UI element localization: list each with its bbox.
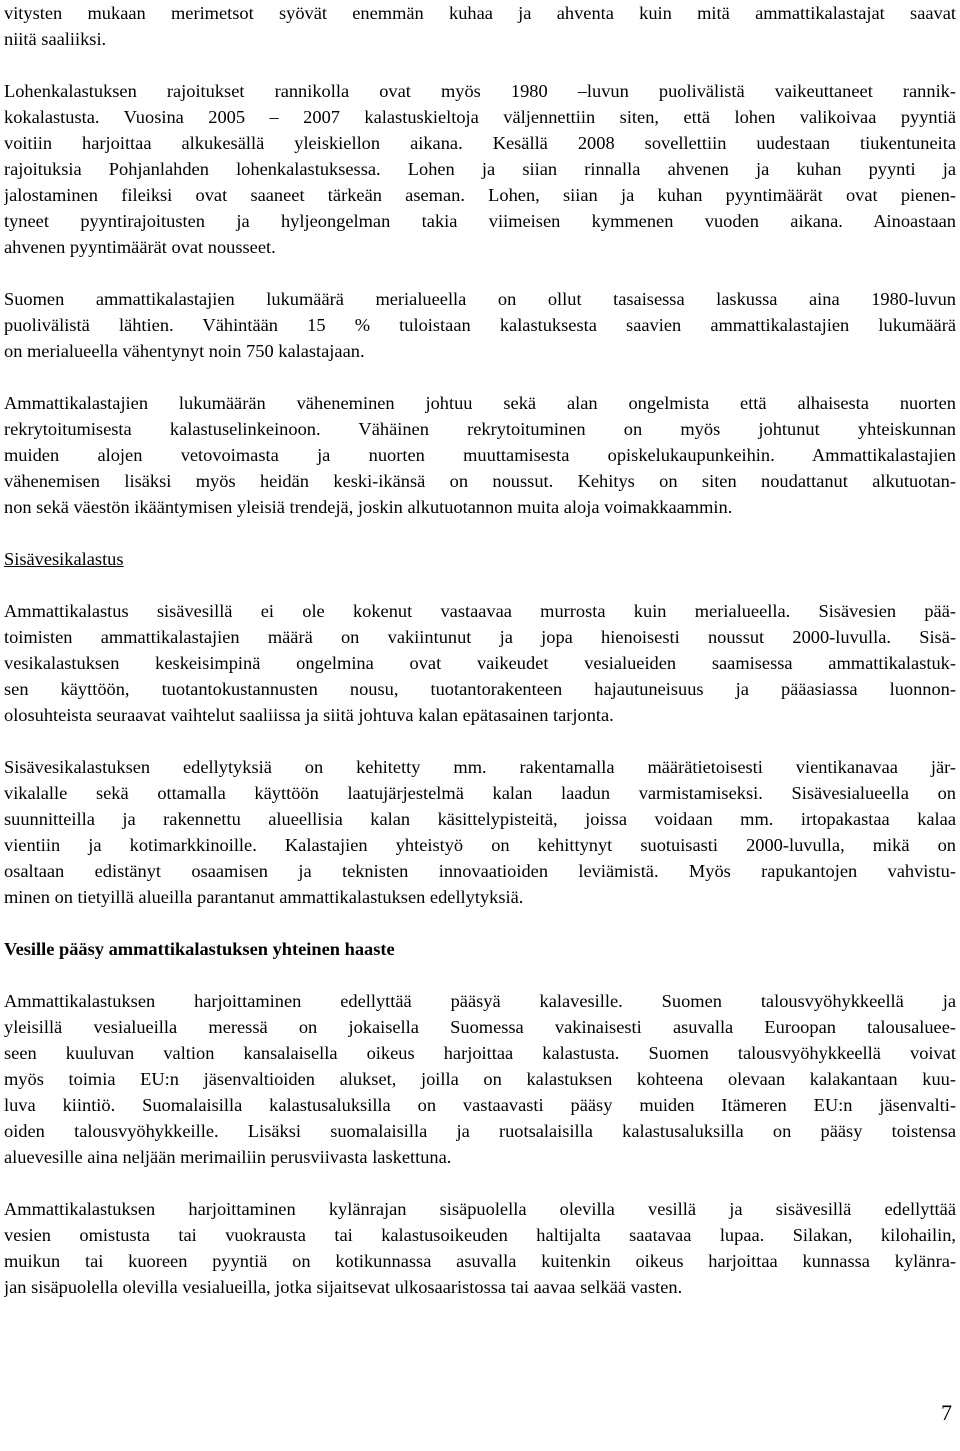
text-line: on merialueella vähentynyt noin 750 kalastajaan. [4,341,365,361]
text-line: minen on tietyillä alueilla parantanut ammattikalastuksen edellytyksiä. [4,887,524,907]
paragraph [4,78,956,260]
text-line: vähenemisen lisäksi myös heidän keski-ikänsä on noussut. Kehitys on siten noudattanut alkutuotan- [4,471,956,491]
text-line: suunnitteilla ja rakennettu alueellisia kalan käsittelypisteitä, joissa voidaan mm. irtopakastaa kalaa [4,809,956,829]
text-line: niitä saaliiksi. [4,29,107,49]
text-line: voitiin harjoittaa alkukesällä yleiskiellon aikana. Kesällä 2008 sovellettiin uudestaan tiukentuneita [4,133,956,153]
text-line: Ammattikalastus sisävesillä ei ole kokenut vastaavaa murrosta kuin merialueella. Sisävesien pää- [4,601,956,621]
text-line: muiden alojen vetovoimasta ja nuorten muuttamisesta opiskelukaupunkeihin. Ammattikalastajien [4,445,956,465]
text-line: rajoituksia Pohjanlahden lohenkalastuksessa. Lohen ja siian rinnalla ahvenen ja kuhan pyynti ja [4,159,956,179]
text-line: sen käyttöön, tuotantokustannusten nousu, tuotantorakenteen hajautuneisuus ja pääasiassa luonnon- [4,679,956,699]
text-line: yleisillä vesialueilla meressä on jokaisella Suomessa vakinaisesti asuvalla Euroopan talousaluee- [4,1017,956,1037]
text-line: Ammattikalastuksen harjoittaminen edellyttää pääsyä kalavesille. Suomen talousvyöhykkeellä ja [4,991,956,1011]
text-line: Ammattikalastuksen harjoittaminen kylänrajan sisäpuolella olevilla vesillä ja sisävesillä edellyttää [4,1199,956,1219]
paragraph [4,0,956,52]
text-line: tyneet pyyntirajoitusten ja hyljeongelman takia viimeisen kymmenen vuoden aikana. Ainoastaan [4,211,956,231]
text-line: vikalalle sekä ottamalla käyttöön laatujärjestelmä kalan laadun varmistamiseksi. Sisävesialueella on [4,783,956,803]
paragraph [4,286,956,364]
text-line: rekrytoitumisesta kalastuselinkeinoon. Vähäinen rekrytoituminen on myös johtunut yhteiskunnan [4,419,956,439]
paragraph [4,1196,956,1300]
text-line: olosuhteista seuraavat vaihtelut saaliissa ja siitä johtuva kalan epätasainen tarjonta. [4,705,614,725]
text-line: jalostaminen fileiksi ovat saaneet tärkeän aseman. Lohen, siian ja kuhan pyyntimäärät ovat pienen- [4,185,956,205]
text-line: vesien omistusta tai vuokrausta tai kalastusoikeuden haltijalta saatavaa lupaa. Silakan, kilohailin, [4,1225,956,1245]
paragraph [4,754,956,910]
text-line: vitysten mukaan merimetsot syövät enemmän kuhaa ja ahventa kuin mitä ammattikalastajat saavat [4,3,956,23]
text-line: Sisävesikalastuksen edellytyksiä on kehitetty mm. rakentamalla määrätietoisesti vientikanavaa jär- [4,757,956,777]
text-line: luva kiintiö. Suomalaisilla kalastusaluksilla on vastaavasti pääsy muiden Itämeren EU:n jäsenvalti- [4,1095,956,1115]
document-page [4,0,956,1300]
text-line: kokalastusta. Vuosina 2005 – 2007 kalastuskieltoja väljennettiin siten, että lohen valikoivaa pyyntiä [4,107,956,127]
text-line: Ammattikalastajien lukumäärän väheneminen johtuu sekä alan ongelmista että alhaisesta nuorten [4,393,956,413]
text-line: aluevesille aina neljään merimailiin perusviivasta laskettuna. [4,1147,452,1167]
text-line: toimisten ammattikalastajien määrä on vakiintunut ja jopa hienoisesti noussut 2000-luvulla. Sisä- [4,627,956,647]
text-line: seen kuuluvan valtion kansalaisella oikeus harjoittaa kalastusta. Suomen talousvyöhykkeellä voivat [4,1043,956,1063]
section-heading: Sisävesikalastus [4,549,124,569]
text-line: myös toimia EU:n jäsenvaltioiden alukset, joilla on kalastuksen kohteena olevaan kalakantaan kuu- [4,1069,956,1089]
text-line: muikun tai kuoreen pyyntiä on kotikunnassa asuvalla kuitenkin oikeus harjoittaa kunnassa kylänra- [4,1251,956,1271]
text-line: Lohenkalastuksen rajoitukset rannikolla ovat myös 1980 –luvun puolivälistä vaikeuttaneet rannik- [4,81,956,101]
section-heading: Vesille pääsy ammattikalastuksen yhteinen haaste [4,939,395,959]
text-line: vientiin ja kotimarkkinoille. Kalastajien yhteistyö on kehittynyt suotuisasti 2000-luvulla, mikä on [4,835,956,855]
text-line: jan sisäpuolella olevilla vesialueilla, jotka sijaitsevat ulkosaaristossa tai aavaa selkää vasten. [4,1277,683,1297]
text-line: Suomen ammattikalastajien lukumäärä merialueella on ollut tasaisessa laskussa aina 1980-luvun [4,289,956,309]
page-number: 7 [941,1400,952,1425]
text-line: vesikalastuksen keskeisimpinä ongelmina ovat vaikeudet vesialueiden saamisessa ammattikalastuk- [4,653,956,673]
text-line: oiden talousvyöhykkeille. Lisäksi suomalaisilla ja ruotsalaisilla kalastusaluksilla on pääsy toistensa [4,1121,956,1141]
paragraph [4,598,956,728]
text-line: osaltaan edistänyt osaamisen ja teknisten innovaatioiden leviämistä. Myös rapukantojen vahvistu- [4,861,956,881]
text-line: non sekä väestön ikääntymisen yleisiä trendejä, joskin alkutuotannon muita aloja voimakkaammin. [4,497,733,517]
text-line: ahvenen pyyntimäärät ovat nousseet. [4,237,276,257]
text-line: puolivälistä lähtien. Vähintään 15 % tuloistaan kalastuksesta saavien ammattikalastajien lukumäärä [4,315,956,335]
paragraph [4,988,956,1170]
paragraph [4,390,956,520]
